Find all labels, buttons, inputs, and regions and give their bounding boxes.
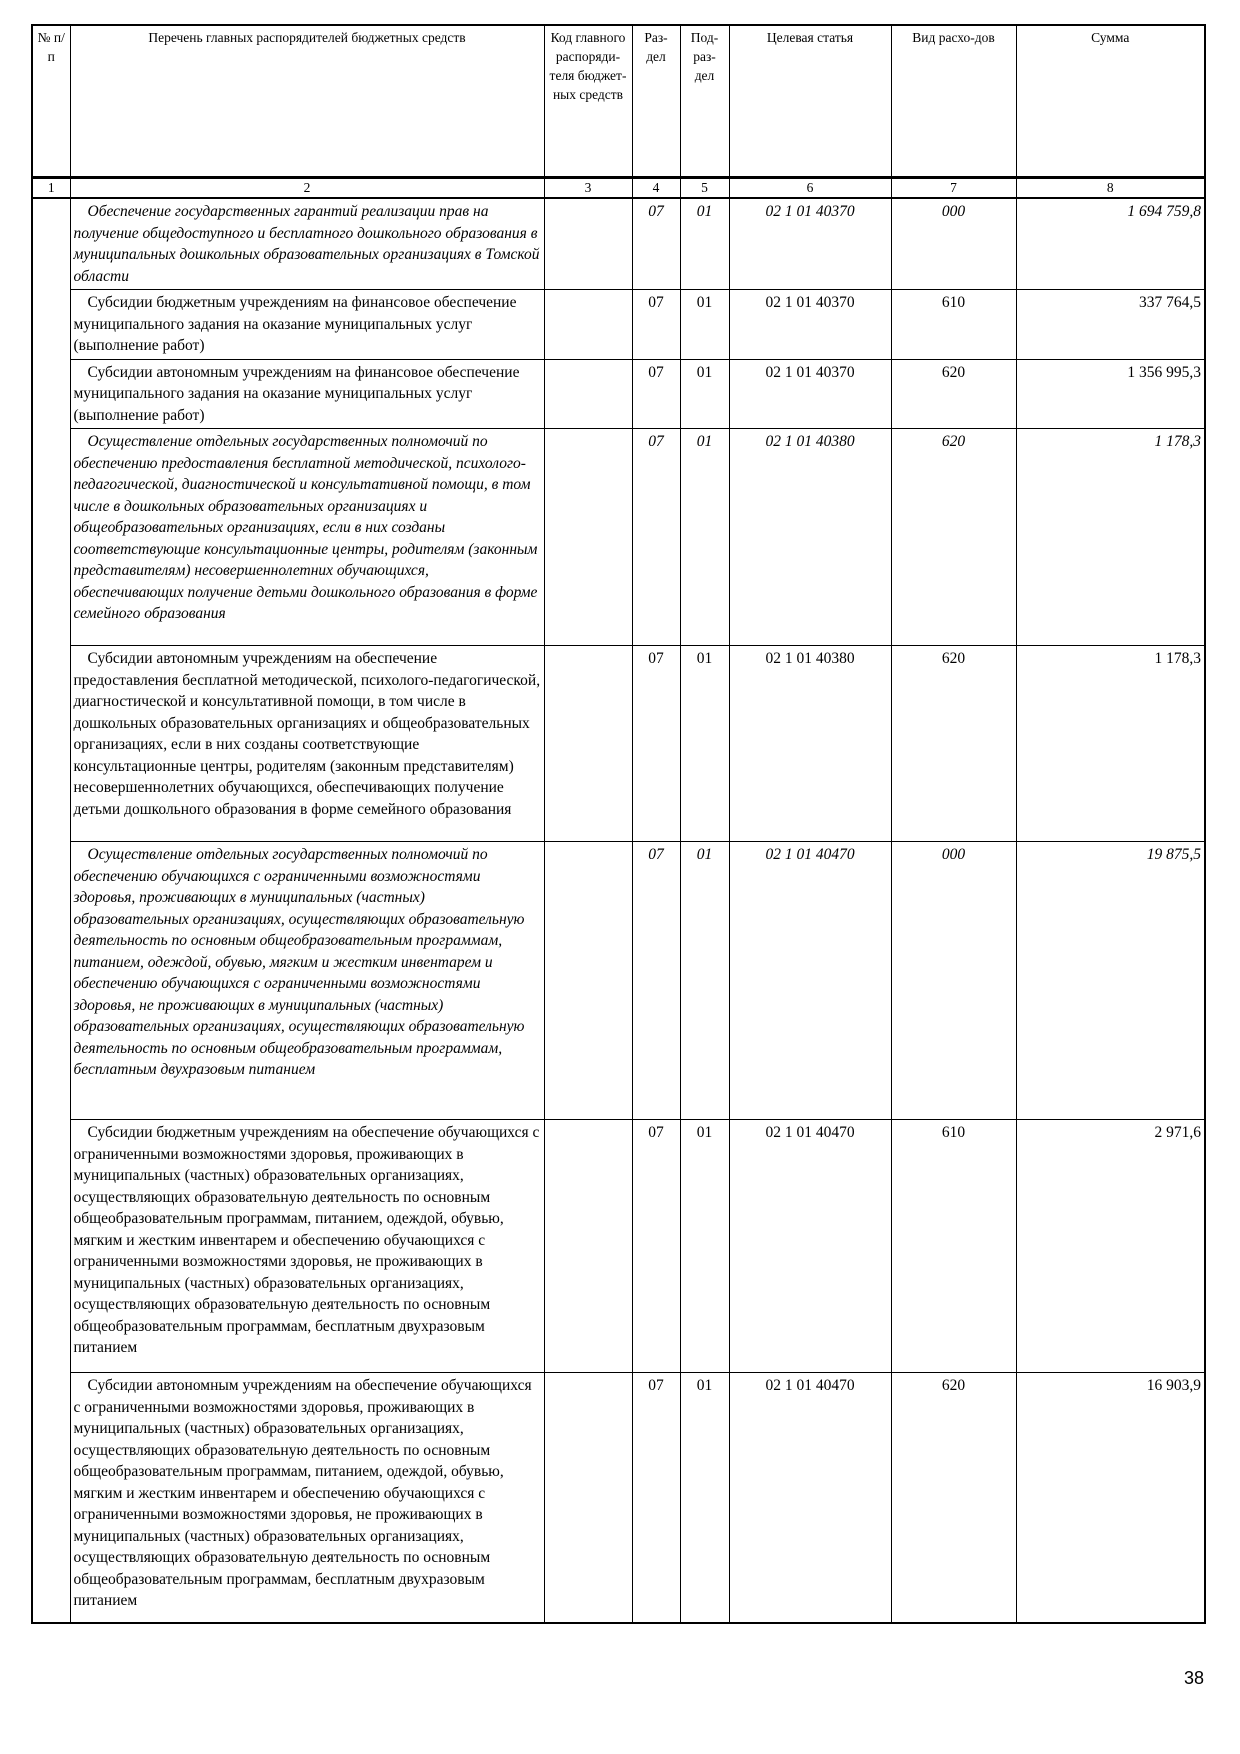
header-target: Целевая статья [729,25,891,178]
row-description: Субсидии автономным учреждениям на обеспечение обучающихся с ограниченными возможностями здоровья, проживающих в муниципальных (частных) образовательных организациях, осуществляющих образовательную деятельность по основным общеобразовательным программам, питанием, одеждой, обувью, мягким и жестким инвентарем и обеспечению обучающихся с ограниченными возможностями здоровья, не проживающих в муниципальных (частных) образовательных организациях, осуществляющих образовательную деятельность по основным общеобразовательным программам, бесплатным двухразовым питанием [70,1373,544,1623]
row-code [544,198,632,290]
row-code [544,1120,632,1373]
row-target: 02 1 01 40370 [729,198,891,290]
header-row [32,25,1205,178]
row-code [544,1373,632,1623]
row-sum: 2 971,6 [1016,1120,1205,1373]
row-sum: 1 178,3 [1016,646,1205,842]
header-type: Вид расхо-дов [891,25,1016,178]
header-list: Перечень главных распорядителей бюджетных средств [70,25,544,178]
row-subsection: 01 [680,1373,729,1623]
row-code [544,290,632,360]
row-description: Обеспечение государственных гарантий реализации прав на получение общедоступного и бесплатного дошкольного образования в муниципальных дошкольных образовательных организациях в Томской области [70,198,544,290]
row-section: 07 [632,429,680,646]
row-type: 000 [891,842,1016,1120]
row-number-cell [32,1120,70,1373]
row-code [544,359,632,429]
table-row [32,290,1205,360]
row-description: Субсидии автономным учреждениям на финансовое обеспечение муниципального задания на оказание муниципальных услуг (выполнение работ) [70,359,544,429]
row-type: 620 [891,646,1016,842]
col-number: 4 [632,178,680,199]
budget-table [31,24,1206,1624]
row-type: 610 [891,290,1016,360]
row-section: 07 [632,1373,680,1623]
row-section: 07 [632,359,680,429]
row-number-cell [32,429,70,646]
row-section: 07 [632,1120,680,1373]
row-description: Осуществление отдельных государственных полномочий по обеспечению предоставления бесплатной методической, психолого-педагогической, диагностической и консультативной помощи, в том числе в дошкольных образовательных организациях и общеобразовательных организациях, если в них созданы соответствующие консультационные центры, родителям (законным представителям) несовершеннолетних обучающихся, обеспечивающих получение детьми дошкольного образования в форме семейного образования [70,429,544,646]
row-sum: 19 875,5 [1016,842,1205,1120]
row-subsection: 01 [680,429,729,646]
row-section: 07 [632,290,680,360]
row-type: 620 [891,1373,1016,1623]
row-type: 610 [891,1120,1016,1373]
row-type: 620 [891,429,1016,646]
row-code [544,646,632,842]
table-row [32,429,1205,646]
header-sum: Сумма [1016,25,1205,178]
col-number: 2 [70,178,544,199]
row-sum: 1 356 995,3 [1016,359,1205,429]
row-description: Субсидии бюджетным учреждениям на обеспечение обучающихся с ограниченными возможностями здоровья, проживающих в муниципальных (частных) образовательных организациях, осуществляющих образовательную деятельность по основным общеобразовательным программам, питанием, одеждой, обувью, мягким и жестким инвентарем и обеспечению обучающихся с ограниченными возможностями здоровья, не проживающих в муниципальных (частных) образовательных организациях, осуществляющих образовательную деятельность по основным общеобразовательным программам, бесплатным двухразовым питанием [70,1120,544,1373]
row-number-cell [32,198,70,290]
column-number-row [32,178,1205,199]
row-target: 02 1 01 40470 [729,1373,891,1623]
row-number-cell [32,359,70,429]
header-num: № п/п [32,25,70,178]
table-row [32,198,1205,290]
row-subsection: 01 [680,359,729,429]
row-sum: 16 903,9 [1016,1373,1205,1623]
table-row [32,359,1205,429]
row-number-cell [32,1373,70,1623]
row-target: 02 1 01 40370 [729,359,891,429]
page-number: 38 [1183,1668,1204,1688]
row-subsection: 01 [680,646,729,842]
row-section: 07 [632,842,680,1120]
row-target: 02 1 01 40370 [729,290,891,360]
row-number-cell [32,842,70,1120]
row-code [544,429,632,646]
table-row [32,646,1205,842]
row-section: 07 [632,646,680,842]
col-number: 8 [1016,178,1205,199]
col-number: 6 [729,178,891,199]
row-type: 000 [891,198,1016,290]
col-number: 1 [32,178,70,199]
row-description: Субсидии автономным учреждениям на обеспечение предоставления бесплатной методической, психолого-педагогической, диагностической и консультативной помощи, в том числе в дошкольных образовательных организациях и общеобразовательных организациях, если в них созданы соответствующие консультационные центры, родителям (законным представителям) несовершеннолетних обучающихся, обеспечивающих получение детьми дошкольного образования в форме семейного образования [70,646,544,842]
row-target: 02 1 01 40380 [729,429,891,646]
row-subsection: 01 [680,290,729,360]
table-row [32,842,1205,1120]
row-sum: 1 178,3 [1016,429,1205,646]
row-code [544,842,632,1120]
row-description: Осуществление отдельных государственных полномочий по обеспечению обучающихся с ограниченными возможностями здоровья, проживающих в муниципальных (частных) образовательных организациях, осуществляющих образовательную деятельность по основным общеобразовательным программам, питанием, одеждой, обувью, мягким и жестким инвентарем и обеспечению обучающихся с ограниченными возможностями здоровья, не проживающих в муниципальных (частных) образовательных организациях, осуществляющих образовательную деятельность по основным общеобразовательным программам, бесплатным двухразовым питанием [70,842,544,1120]
row-subsection: 01 [680,198,729,290]
row-target: 02 1 01 40380 [729,646,891,842]
row-subsection: 01 [680,1120,729,1373]
table-row [32,1373,1205,1623]
row-target: 02 1 01 40470 [729,1120,891,1373]
header-subsection: Под-раз-дел [680,25,729,178]
col-number: 3 [544,178,632,199]
row-sum: 1 694 759,8 [1016,198,1205,290]
col-number: 7 [891,178,1016,199]
row-section: 07 [632,198,680,290]
table-row [32,1120,1205,1373]
row-number-cell [32,290,70,360]
header-section: Раз-дел [632,25,680,178]
col-number: 5 [680,178,729,199]
header-code: Код главного распоряди-теля бюджет-ных средств [544,25,632,178]
row-sum: 337 764,5 [1016,290,1205,360]
row-type: 620 [891,359,1016,429]
row-description: Субсидии бюджетным учреждениям на финансовое обеспечение муниципального задания на оказание муниципальных услуг (выполнение работ) [70,290,544,360]
row-target: 02 1 01 40470 [729,842,891,1120]
row-subsection: 01 [680,842,729,1120]
row-number-cell [32,646,70,842]
